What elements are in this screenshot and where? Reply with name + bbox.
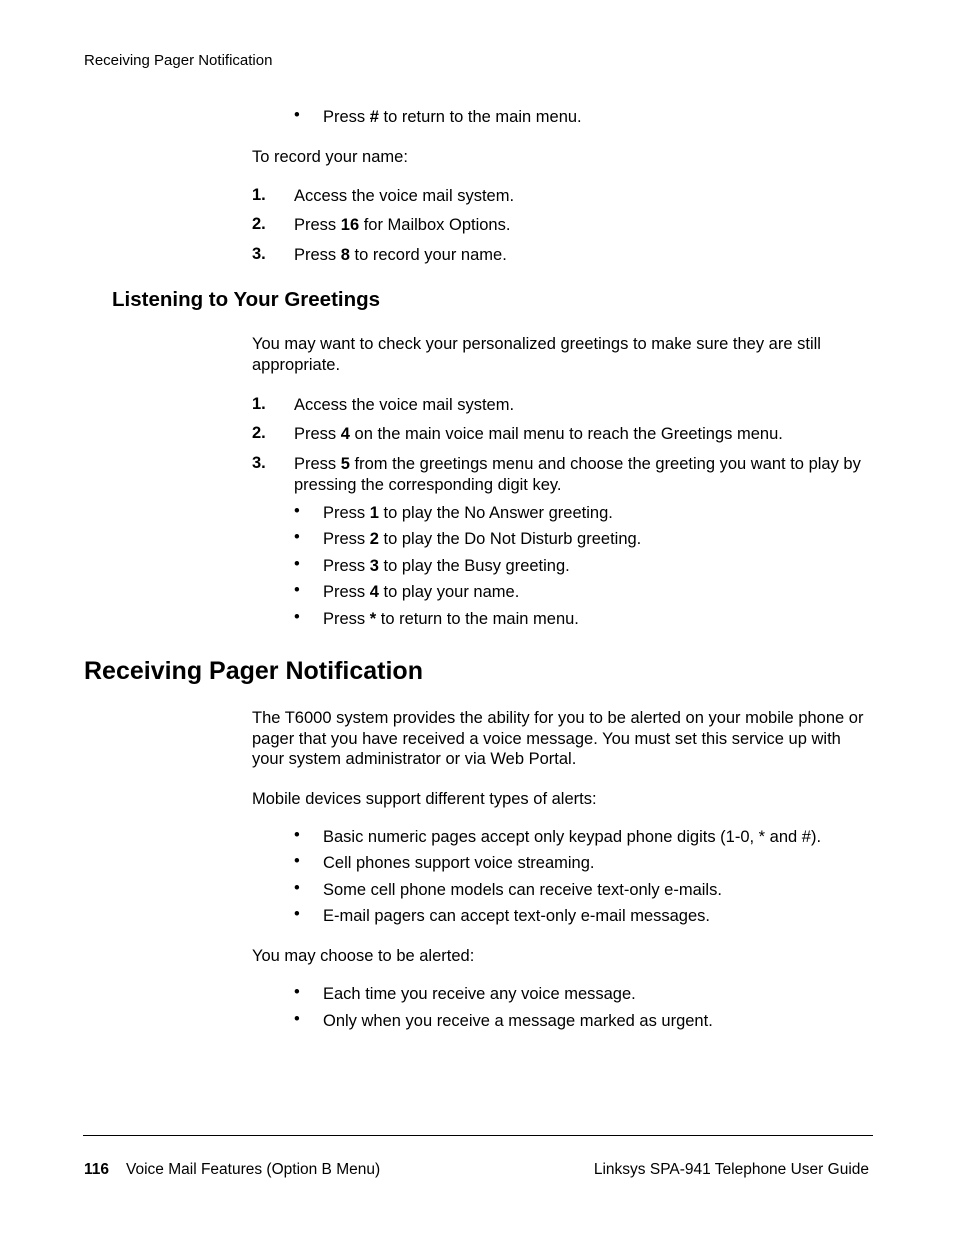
bullet-item: Some cell phone models can receive text-only e-mails. [323,881,722,899]
bullet-item: Only when you receive a message marked as urgent. [323,1012,713,1030]
step-number: 2. [252,424,266,442]
bullet-marker: • [294,826,300,844]
step-number: 3. [252,245,266,263]
footer-chapter: Voice Mail Features (Option B Menu) [126,1161,381,1178]
step-number: 1. [252,186,266,204]
bullet-item: Press 3 to play the Busy greeting. [323,557,570,575]
bullet-marker: • [294,879,300,897]
choose-intro: You may choose to be alerted: [252,947,475,965]
step-text: Access the voice mail system. [294,187,515,205]
step-text: Press 5 from the greetings menu and choose the greeting you want to play by pressing the corresponding digit key. [294,455,861,494]
alerts-intro: Mobile devices support different types of alerts: [252,790,597,808]
bullet-item: Press 1 to play the No Answer greeting. [323,504,613,522]
step-text: Press 8 to record your name. [294,246,507,264]
bullet-item: Press # to return to the main menu. [323,108,582,126]
bullet-marker: • [294,852,300,870]
section-heading-pager: Receiving Pager Notification [84,657,423,685]
bullet-item: Basic numeric pages accept only keypad phone digits (1-0, * and #). [323,828,822,846]
bullet-marker: • [294,608,300,626]
step-text: Press 16 for Mailbox Options. [294,216,511,234]
bullet-item: Press 2 to play the Do Not Disturb greeting. [323,530,642,548]
running-head: Receiving Pager Notification [84,52,273,69]
bullet-item: Press 4 to play your name. [323,583,520,601]
bullet-marker: • [294,528,300,546]
step-number: 1. [252,395,266,413]
bullet-item: E-mail pagers can accept text-only e-mail messages. [323,907,710,925]
bullet-item: Each time you receive any voice message. [323,985,636,1003]
pager-intro: The T6000 system provides the ability for you to be alerted on your mobile phone or pager that you have received a voice message. You must set this service up with your system administrator or via Web Portal. [252,709,864,768]
bullet-marker: • [294,106,300,124]
bullet-item: Cell phones support voice streaming. [323,854,595,872]
record-name-intro: To record your name: [252,148,408,166]
bullet-marker: • [294,905,300,923]
page-number: 116 [84,1161,110,1178]
bullet-item: Press * to return to the main menu. [323,610,579,628]
step-text: Access the voice mail system. [294,396,515,414]
step-number: 2. [252,215,266,233]
section-heading-greetings: Listening to Your Greetings [112,288,381,311]
bullet-marker: • [294,502,300,520]
footer-divider [83,1135,873,1136]
bullet-marker: • [294,1010,300,1028]
footer-guide-title: Linksys SPA-941 Telephone User Guide [593,1161,869,1178]
step-text: Press 4 on the main voice mail menu to reach the Greetings menu. [294,425,783,443]
greetings-intro: You may want to check your personalized greetings to make sure they are still appropriate. [252,335,821,374]
bullet-marker: • [294,581,300,599]
bullet-marker: • [294,983,300,1001]
step-number: 3. [252,454,266,472]
bullet-marker: • [294,555,300,573]
